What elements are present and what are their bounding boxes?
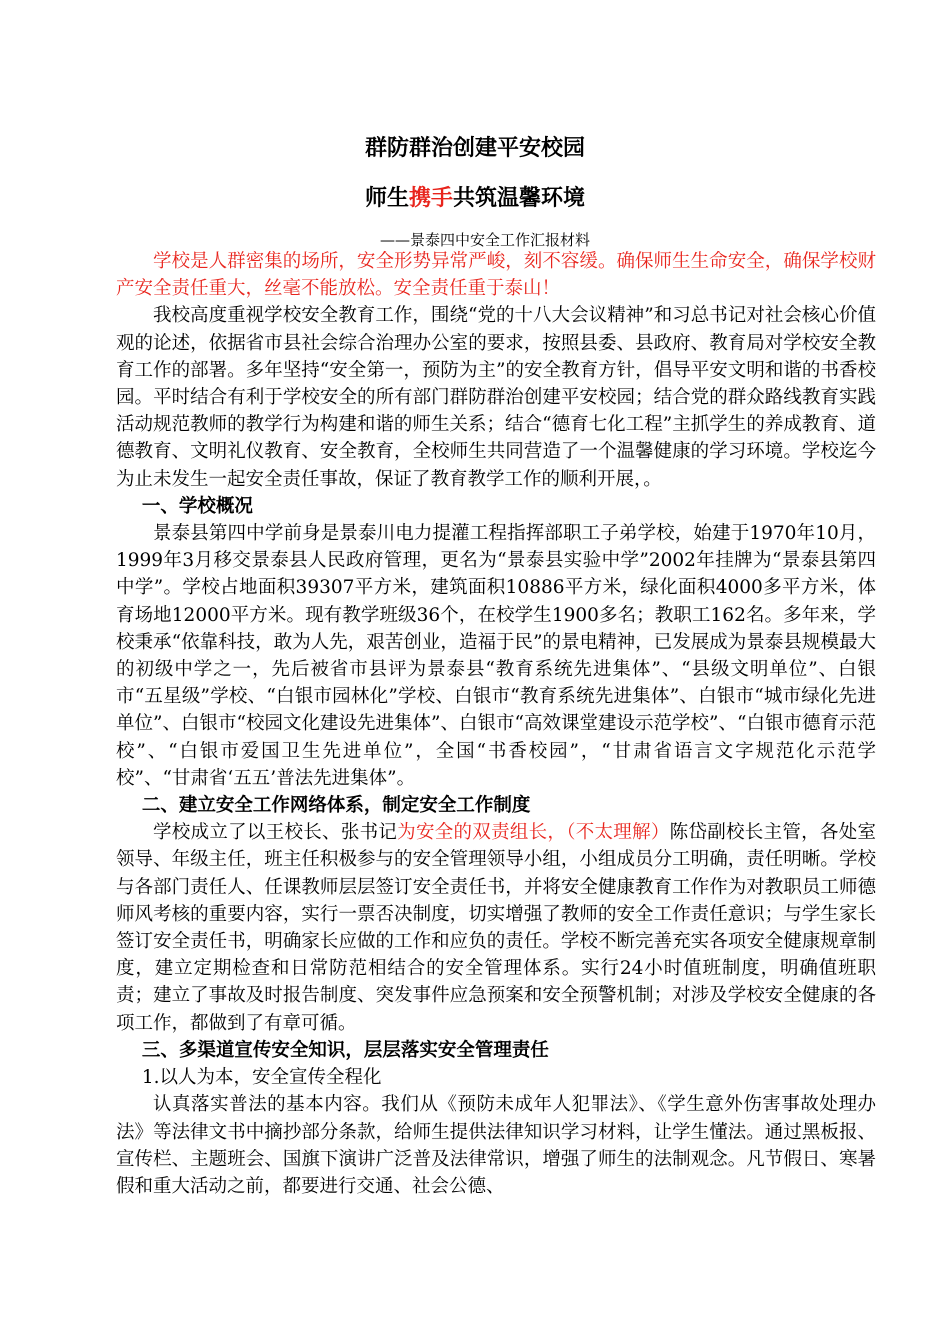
section-3-paragraph: 认真落实普法的基本内容。我们从《预防未成年人犯罪法》、《学生意外伤害事故处理办法》等法律文书中摘抄部分条款，给师生提供法律知识学习材料，让学生懂法。通过黑板报、宣传栏、主题班会、国旗下演讲广泛普及法律常识，增强了师生的法制观念。凡节假日、寒暑假和重大活动之前，都要进行交通、社会公德、 xyxy=(116,1094,876,1197)
document-body xyxy=(116,248,876,1200)
report-subtitle: ——景泰四中安全工作汇报材料 xyxy=(380,231,591,249)
sub-title-highlight: 携手 xyxy=(408,186,453,211)
sub-title xyxy=(0,184,950,214)
intro-paragraph: 学校是人群密集的场所，安全形势异常严峻，刻不容缓。确保师生生命安全，确保学校财产安全责任重大，丝毫不能放松。安全责任重于泰山！ xyxy=(116,251,876,300)
section-2-comment: 为安全的双责组长，（不太理解） xyxy=(397,822,670,844)
sub-title-part1: 师生 xyxy=(364,186,409,211)
main-title: 群防群治创建平安校园 xyxy=(364,136,585,161)
overview-paragraph: 我校高度重视学校安全教育工作，围绕“党的十八大会议精神”和习总书记对社会核心价值观的论述，依据省市县社会综合治理办公室的要求，按照县委、县政府、教育局对学校安全教育工作的部署。多年坚持“安全第一，预防为主”的安全教育方针，倡导平安文明和谐的书香校园。平时结合有利于学校安全的所有部门群防群治创建平安校园；结合党的群众路线教育实践活动规范教师的教学行为构建和谐的师生关系；结合“德育七化工程”主抓学生的养成教育、道德教育、文明礼仪教育、安全教育，全校师生共同营造了一个温馨健康的学习环境。学校迄今为止未发生一起安全责任事故，保证了教育教学工作的顺利开展，。 xyxy=(116,305,876,490)
section-1-paragraph: 景泰县第四中学前身是景泰川电力提灌工程指挥部职工子弟学校，始建于1970年10月，1999年3月移交景泰县人民政府管理，更名为“景泰县实验中学”2002年挂牌为“景泰县第四中学”。学校占地面积39307平方米，建筑面积10886平方米，绿化面积4000多平方米，体育场地12000平方米。现有教学班级36个，在校学生1900多名；教职工162名。多年来，学校秉承“依靠科技，敢为人先，艰苦创业，造福于民”的景电精神，已发展成为景泰县规模最大的初级中学之一，先后被省市县评为景泰县“教育系统先进集体”、“县级文明单位”、白银市“五星级”学校、“白银市园林化”学校、白银市“教育系统先进集体”、白银市“城市绿化先进单位”、白银市“校园文化建设先进集体”、白银市“高效课堂建设示范学校”、“白银市德育示范校”、“白银市爱国卫生先进单位”，全国“书香校园”，“甘肃省语言文字规范化示范学校”、“甘肃省‘五五’普法先进集体”。 xyxy=(116,523,877,789)
section-2-heading: 二、建立安全工作网络体系，制定安全工作制度 xyxy=(141,795,531,817)
sub-title-part2: 共筑温馨环境 xyxy=(453,186,586,211)
section-1-heading: 一、学校概况 xyxy=(141,495,253,517)
section-2-paragraph xyxy=(116,819,876,1037)
section-3-heading: 三、多渠道宣传安全知识，层层落实安全管理责任 xyxy=(141,1039,549,1061)
section-2-text-b: 陈岱副校长主管，各处室领导、年级主任，班主任积极参与的安全管理领导小组，小组成员分工明确，责任明晰。学校与各部门责任人、任课教师层层签订安全责任书，并将安全健康教育工作作为对教职员工师德师风考核的重要内容，实行一票否决制度，切实增强了教师的安全工作责任意识；与学生家长签订安全责任书，明确家长应做的工作和应负的责任。学校不断完善充实各项安全健康规章制度，建立定期检查和日常防范相结合的安全管理体系。实行24小时值班制度，明确值班职责；建立了事故及时报告制度、突发事件应急预案和安全预警机制；对涉及学校安全健康的各项工作，都做到了有章可循。 xyxy=(116,822,876,1034)
section-2-text-a: 学校成立了以王校长、张书记 xyxy=(153,822,398,844)
section-3-item-1: 1.以人为本，安全宣传全程化 xyxy=(141,1067,382,1089)
